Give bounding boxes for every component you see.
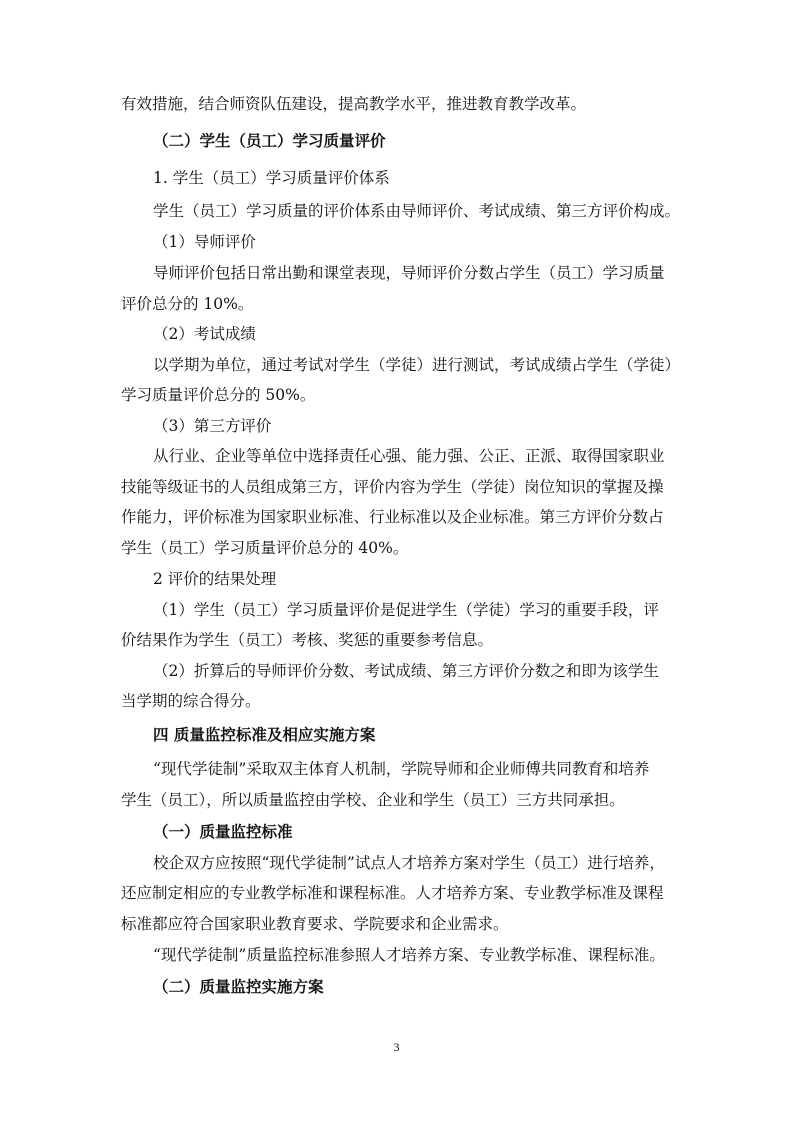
section-heading: （二）质量监控实施方案	[153, 977, 324, 996]
subsection-heading: 1. 学生（员工）学习质量评价体系	[153, 169, 390, 187]
item-heading: （2）考试成绩	[153, 325, 256, 343]
section-heading: （一）质量监控标准	[153, 822, 293, 841]
paragraph-line: 校企双方应按照“现代学徒制”试点人才培养方案对学生（员工）进行培养，	[153, 854, 665, 872]
paragraph-line: 价结果作为学生（员工）考核、奖惩的重要参考信息。	[121, 631, 494, 649]
paragraph-line: （2）折算后的导师评价分数、考试成绩、第三方评价分数之和即为该学生	[153, 662, 659, 680]
section-heading: （二）学生（员工）学习质量评价	[153, 131, 386, 150]
paragraph-line: “现代学徒制”质量监控标准参照人才培养方案、专业教学标准、课程标准。	[153, 946, 665, 964]
paragraph-line: 当学期的综合得分。	[121, 692, 261, 710]
paragraph-line: 学习质量评价总分的 50%。	[121, 386, 316, 404]
paragraph-line: 作能力，评价标准为国家职业标准、行业标准以及企业标准。第三方评价分数占	[121, 508, 664, 526]
paragraph-line: 标准都应符合国家职业教育要求、学院要求和企业需求。	[121, 915, 509, 933]
paragraph-line: 学生（员工）学习质量的评价体系由导师评价、考试成绩、第三方评价构成。	[153, 202, 681, 220]
paragraph-line: 导师评价包括日常出勤和课堂表现，导师评价分数占学生（员工）学习质量	[153, 264, 665, 282]
paragraph-line: 以学期为单位，通过考试对学生（学徒）进行测试，考试成绩占学生（学徒）	[153, 356, 681, 374]
paragraph-line: 从行业、企业等单位中选择责任心强、能力强、公正、正派、取得国家职业	[153, 447, 665, 465]
subsection-heading: 2 评价的结果处理	[153, 570, 277, 588]
paragraph-line: “现代学徒制”采取双主体育人机制，学院导师和企业师傅共同教育和培养	[153, 760, 650, 778]
paragraph-line: 有效措施，结合师资队伍建设，提高教学水平，推进教育教学改革。	[121, 95, 587, 113]
paragraph-line: 还应制定相应的专业教学标准和课程标准。人才培养方案、专业教学标准及课程	[121, 884, 664, 902]
paragraph-line: 学生（员工）学习质量评价总分的 40%。	[121, 539, 409, 557]
page-number: 3	[393, 1040, 400, 1054]
chapter-heading: 四 质量监控标准及相应实施方案	[153, 725, 376, 744]
paragraph-line: 学生（员工），所以质量监控由学校、企业和学生（员工）三方共同承担。	[121, 791, 625, 809]
paragraph-line: 技能等级证书的人员组成第三方，评价内容为学生（学徒）岗位知识的掌握及操	[121, 478, 664, 496]
paragraph-line: 评价总分的 10%。	[121, 295, 254, 313]
item-heading: （3）第三方评价	[153, 417, 272, 435]
item-heading: （1）导师评价	[153, 233, 256, 251]
paragraph-line: （1）学生（员工）学习质量评价是促进学生（学徒）学习的重要手段，评	[153, 601, 659, 619]
